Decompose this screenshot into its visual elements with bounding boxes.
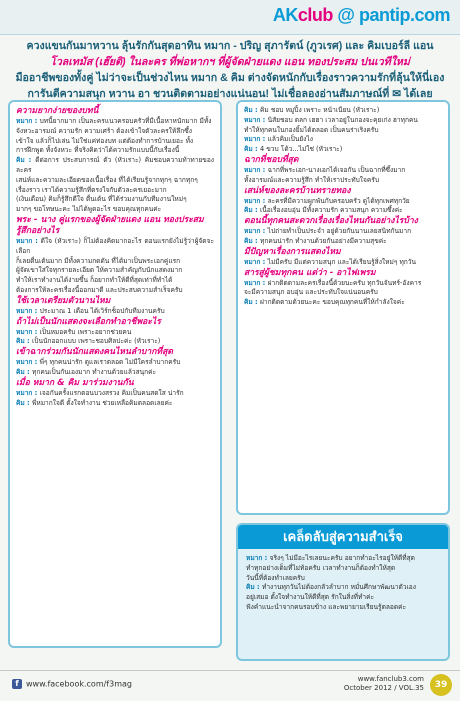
speaker-label: หมาก : [244, 115, 268, 124]
facebook-icon: f [12, 679, 22, 689]
answer-text: ทุกคนน่ารัก ทำงานด้วยกันอย่างมีความสุขค่ะ [260, 236, 387, 245]
speaker-label: หมาก : [16, 358, 40, 367]
answer-text: ไปถ่ายทำเป็นประจำ อยู่ด้วยกันนานเลยสนิทกันมาก [267, 227, 412, 236]
section-heading: เสน่ห์ของละครบ้านทรายทอง [244, 185, 351, 196]
interview-line [16, 389, 214, 399]
interview-line [16, 399, 214, 409]
intro-line: การันตีความสนุก หวาน อา ชวนติดตามอย่างแน่นอน! ไม่เชื่อลองอ่านสัมภาษณ์ที่ ✉ ได้เลย [27, 88, 433, 100]
speaker-label: หมาก : [16, 306, 40, 315]
footer [0, 670, 460, 701]
answer-text: แล้วคิมเป็นยังไง [267, 135, 313, 144]
speaker-label: หมาก : [244, 165, 268, 174]
answer-text: เป็นนักออกแบบ เพราะชอบศิลปะค่ะ (หัวเราะ) [32, 337, 161, 346]
interview-line [246, 574, 440, 584]
answer-text: 4 ขวบ โด้ว...ไม่ใช่ (หัวเราะ) [260, 145, 343, 154]
answer-text: จะมีความสนุก อบอุ่น และประทับใจแน่นอนครับ [244, 288, 378, 297]
answer-text: จริงๆ ไม่มีอะไรเลยนะครับ อยากทำอะไรอยู่ให้ดีที่สุด [269, 554, 415, 562]
section-heading: ถ้าไม่เป็นนักแสดงจะเลือกทำอาชีพอะไร [16, 316, 161, 327]
tips-title: เคล็ดลับสู่ความสำเร็จ [238, 525, 448, 549]
page-number: 39 [430, 674, 452, 696]
speaker-label: หมาก : [16, 117, 40, 125]
interview-line [16, 127, 214, 137]
speaker-label: หมาก : [244, 135, 268, 144]
answer-text: ก็เลยตื่นเต้นมาก มีทั้งความกดดัน ที่ได้มาเป็นพระเอกคู่แรก [16, 256, 181, 265]
interview-line [244, 288, 442, 298]
interview-line [246, 593, 440, 603]
answer-text: ผู้จัดเขาใส่ใจทุกรายละเอียด ให้ความสำคัญกับนักแสดงมาก [16, 266, 183, 275]
speaker-label: คิม : [16, 367, 32, 376]
interview-line [16, 186, 214, 196]
interview-line [244, 106, 442, 116]
interview-panel-right [236, 100, 450, 515]
interview-line [244, 176, 442, 186]
speaker-label: คิม : [16, 337, 32, 346]
interview-line [246, 564, 440, 574]
interview-line [16, 146, 214, 156]
interview-line [16, 286, 214, 296]
section-heading: ตอนนี้ทุกคนสะดวกเรื่องเรื่องไหนกันอย่างไรบ้าง [244, 216, 418, 227]
interview-line [16, 276, 214, 286]
brand-site: pantip.com [358, 5, 450, 25]
interview-line [244, 126, 442, 136]
answer-text: นิสัยชอบ ตลก เฮฮา เวลาอยู่ในกองจะคุยเก่ง ฮาทุกคน [267, 115, 418, 124]
section-heading: เมื่อ หมาก & คิม มาร่วมงานกัน [16, 377, 134, 388]
answer-text: มากๆ ขอโทษนะคะ ไม่ได้พูดอะไร ขอบคุณทุกคนค่ะ [16, 205, 162, 214]
interview-line [16, 257, 214, 267]
section-heading: ความยากง่ายของบทนี้ [16, 106, 99, 116]
interview-line [16, 137, 214, 147]
tips-body [238, 549, 448, 618]
answer-text: ทั้งอารมณ์และความรู้สึก ทำให้เราประทับใจครับ [244, 175, 380, 184]
section-heading: ใช้เวลาเตรียมตัวนานไหม [16, 295, 111, 306]
site-url[interactable]: www.fanclub3.com [357, 675, 424, 683]
speaker-label: หมาก : [16, 388, 40, 397]
speaker-label: หมาก : [246, 554, 270, 562]
answer-text: เนื้อเรื่องอบอุ่น มีทั้งความรัก ความสนุก ความซึ้งค่ะ [260, 206, 403, 215]
answer-text: เรื่องราว เราได้ความรู้สึกที่ตรงใจกับตัวละครเยอะมาก [16, 185, 167, 194]
answer-text: เป็นหมอครับ เพราะอยากช่วยคน [39, 327, 132, 336]
interview-line [244, 197, 442, 207]
interview-line [16, 337, 214, 347]
interview-line [16, 307, 214, 317]
speaker-label: คิม : [244, 206, 260, 215]
interview-line [244, 135, 442, 145]
interview-line [16, 328, 214, 338]
brand-at: @ [337, 5, 355, 25]
intro-line: ควงแขนกันมาหวาน ลุ้นรักกันสุดอาทิน หมาก - ปริญ สุภารัตน์ (ภูวเรศ) และ คิมเบอร์ลี แอน [26, 40, 434, 52]
answer-text: ฟังคำแนะนำจากคนรอบข้าง และพยายามเรียนรู้ตลอดค่ะ [246, 602, 407, 611]
answer-text: เสน่ห์และความละเอียดของเนื้อเรื่อง ที่ได้เรียนรู้จากทุกๆ ฉากทุกๆ [16, 175, 198, 184]
interview-line [16, 205, 214, 215]
answer-text: ละครที่มีความผูกพันกับครอบครัว ดูได้ทุกเพศทุกวัย [267, 196, 410, 205]
interview-panel-left [8, 100, 222, 648]
interview-line [16, 176, 214, 186]
speaker-label: คิม : [16, 398, 32, 407]
brand-ak: AK [272, 5, 298, 25]
masthead [0, 0, 460, 35]
section-heading: มีปัญหาเรื่องการแสดงไหม [244, 246, 341, 257]
answer-text: ฝากติดตามละครเรื่องนี้ด้วยนะครับ ทุกวันจันทร์-อังคาร [267, 278, 422, 287]
speaker-label: คิม : [246, 583, 262, 592]
interview-line [16, 237, 214, 257]
interview-line [244, 237, 442, 247]
site-info [344, 675, 424, 693]
interview-line [16, 368, 214, 378]
speaker-label: หมาก : [244, 278, 268, 287]
speaker-label: หมาก : [16, 327, 40, 336]
issue-label: October 2012 / VOL.35 [343, 684, 424, 692]
brand-club: club [297, 5, 333, 25]
answer-text: เข้าใจ แล้วก็ไปเล่น ไม่ใช่แค่ท่องบท แต่ต้องทำการบ้านเยอะ ทั้ง [16, 136, 194, 145]
speaker-label: หมาก : [244, 196, 268, 205]
interview-line [244, 145, 442, 155]
speaker-label: คิม : [244, 298, 260, 307]
interview-line [244, 298, 442, 308]
facebook-url: www.facebook.com/f3mag [26, 679, 132, 689]
interview-line [246, 603, 440, 613]
answer-text: เจอกันครั้งแรกตอนบวงสรวง คิมเป็นคนสดใส น่ารัก [39, 388, 184, 397]
section-heading: เข้าฉากร่วมกันนักแสดงคนไหนลำบากที่สุด [16, 347, 173, 358]
left-column [8, 100, 222, 648]
answer-text: ไม่มีครับ มีแต่ความสนุก และได้เรียนรู้สิ่งใหม่ๆ ทุกวัน [267, 257, 417, 266]
interview-line [246, 583, 440, 593]
answer-text: จังหวะอารมณ์ ความรัก ความเศร้า ต้องเข้าใจตัวละครให้ลึกซึ้ง [16, 126, 192, 135]
interview-line [16, 266, 214, 276]
answer-text: คิม ชอบ หมูปิ้ง เพราะ หน้าเนียน (หัวเราะ) [260, 106, 380, 114]
interview-line [244, 258, 442, 268]
answer-text: ทำทุกอย่างเต็มที่ไม่ท้อครับ เวลาทำงานก็ต้องทำให้สุด [246, 563, 396, 572]
answer-text: อยู่เสมอ ตั้งใจทำงานให้ดีที่สุด รักในสิ่งที่ทำค่ะ [246, 593, 375, 602]
interview-line [16, 117, 214, 127]
answer-text: ต้องการให้ละครเรื่องนี้ออกมาดี และประสบความสำเร็จครับ [16, 285, 183, 294]
answer-text: ฉากที่พระเอก-นางเอกได้เจอกัน เป็นฉากที่ซึ้งมาก [267, 165, 406, 174]
answer-text: การฝึกพูด ทั้งจังหวะ ที่จริงคิดว่าได้ความรักแบบนี้กับเรื่องนี้ [16, 146, 180, 155]
interview-line [16, 156, 214, 176]
interview-line [246, 554, 440, 564]
speaker-label: คิม : [16, 156, 36, 165]
speaker-label: คิม : [244, 236, 260, 245]
speaker-label: คิม : [244, 106, 260, 114]
interview-line [244, 227, 442, 237]
answer-text: พี่ๆ ทุกคนน่ารัก ดูแลเราตลอด ไม่มีใครลำบากครับ [39, 358, 181, 367]
answer-text: ทำให้ทุกคนในกองยิ้มได้ตลอด เป็นคนร่าเริงครับ [244, 125, 379, 134]
intro-line: โวลเทมัส (เฮ๊ยติ) ในละคร ที่พ่อหากฯ ที่ผู้จัดฝ่ายแดง แอน ทองประสม ปนเวทีใหม่ [50, 56, 410, 68]
speaker-label: หมาก : [244, 257, 268, 266]
speaker-label: หมาก : [16, 236, 41, 245]
brand-logo [273, 5, 450, 26]
speaker-label: คิม : [244, 145, 260, 154]
answer-text: วันนี้ที่ต้องทำเลยครับ [246, 573, 305, 582]
answer-text: ดีต่อการ ประสบการณ์ ตัว (หัวเราะ) คิมชอบความท้าทายของละคร [16, 156, 214, 174]
interview-line [16, 195, 214, 205]
interview-line [244, 166, 442, 176]
interview-line [244, 279, 442, 289]
answer-text: พี่หมากใจดี ตั้งใจทำงาน ช่วยเหลือคิมตลอดเลยค่ะ [32, 398, 173, 407]
answer-text: ดีใจ (หัวเราะ) ก็ไม่ต้องคิดมากอะไร ตอนแรกยังไม่รู้ว่าผู้จัดจะเลือก [16, 236, 214, 255]
answer-text: ทำให้เราทำงานได้ง่ายขึ้น ก็อยากทำให้ดีที่สุดเท่าที่ทำได้ [16, 276, 173, 285]
answer-text: ทุกคนเป็นกันเองมาก ทำงานด้วยแล้วสนุกค่ะ [32, 367, 157, 376]
answer-text: บทนี้ยากมาก เป็นละครแนวครอบครัวที่มีเนื้อหาหนักมาก มีทั้ง [39, 117, 212, 125]
answer-text: (เงินเดือน) คิมก็รู้สึกดีใจ ตื่นเต้น ที่ได้ร่วมงานกับทีมงานใหม่ๆ [16, 195, 187, 204]
right-column [236, 100, 450, 515]
interview-line [244, 116, 442, 126]
tips-box [236, 523, 450, 661]
answer-text: ฝากติดตามด้วยนะคะ ขอบคุณทุกคนที่ให้กำลังใจค่ะ [260, 298, 405, 307]
intro-paragraph [14, 38, 446, 102]
facebook-link[interactable] [12, 679, 132, 689]
interview-line [244, 206, 442, 216]
section-heading: สารสู่ผู้ชมทุกคน แต่ว่า - อาไฟเพรม [244, 267, 376, 278]
speaker-label: หมาก : [244, 227, 268, 236]
intro-line: มืออาชีพของทั้งคู่ ไม่ว่าจะเป็นช่วงไหน หมาก & คิม ต่างจัดหนักกับเรื่องราวความรักที่ลุ้นให้นี่เอง [15, 72, 445, 84]
answer-text: ทำงานทุกวันไม่ต้องกลัวลำบาก หมั่นศึกษาพัฒนาตัวเอง [262, 583, 416, 592]
answer-text: ประมาณ 1 เดือน ได้เวิร์กช็อปกับทีมงานครับ [39, 306, 165, 315]
section-heading: ฉากที่ชอบที่สุด [244, 154, 299, 165]
section-heading: พระ - นาง คู่แรกของผู้จัดฝ่ายแดง แอน ทองประสม รู้สึกอย่างไร [16, 214, 204, 236]
interview-line [16, 358, 214, 368]
